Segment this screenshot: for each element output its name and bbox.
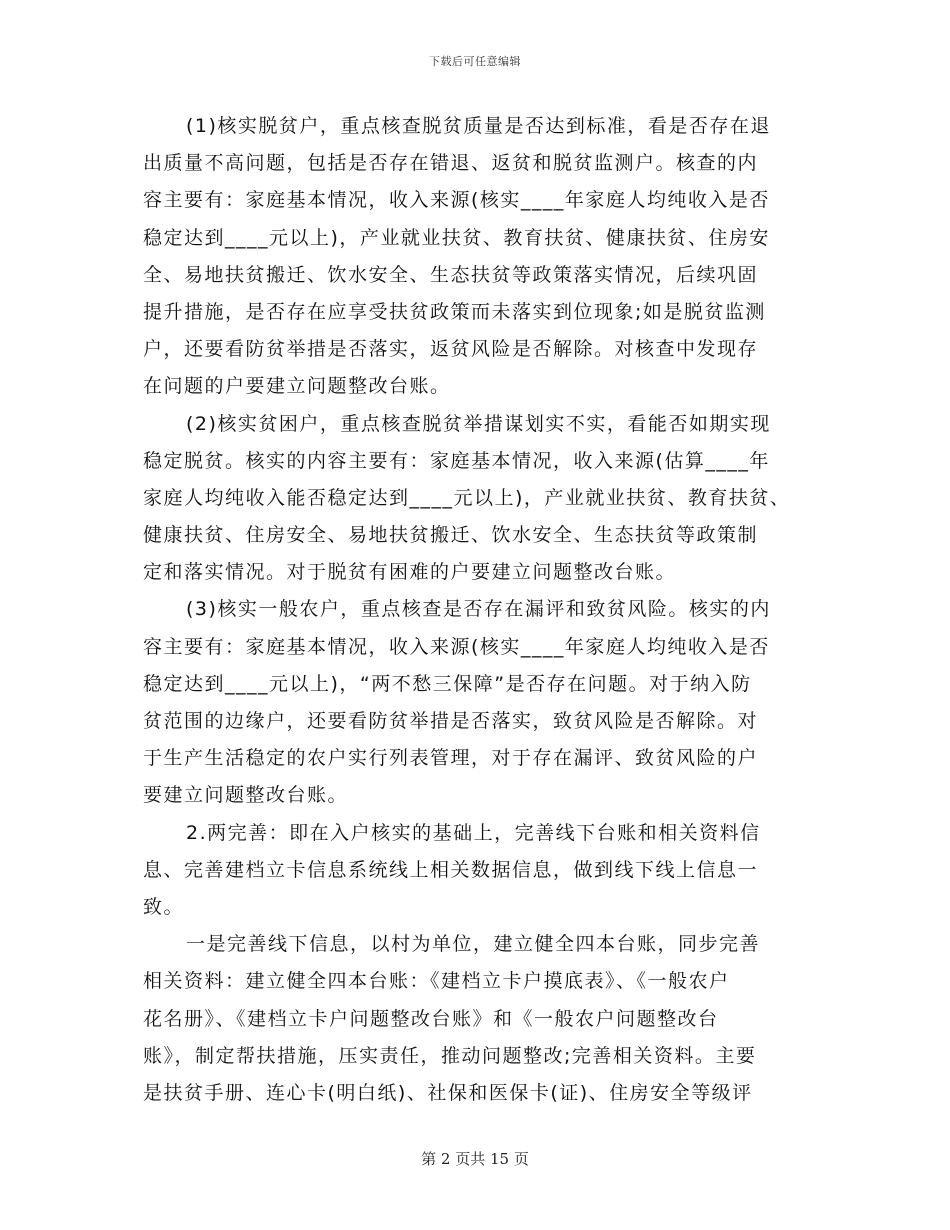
text-line: 相关资料：建立健全四本台账：《建档立卡户摸底表》、《一般农户 (143, 970, 730, 993)
document-body (143, 108, 813, 1112)
text-line: 出质量不高问题，包括是否存在错退、返贫和脱贫监测户。核查的内 (143, 152, 759, 175)
page-header: 下载后可任意编辑 (429, 55, 521, 68)
text-line: 户，还要看防贫举措是否落实，返贫风险是否解除。对核查中发现存 (143, 338, 759, 361)
text-line: 在问题的户要建立问题整改台账。 (143, 375, 451, 398)
text-line: 容主要有：家庭基本情况，收入来源(核实____年家庭人均纯收入是否 (143, 189, 770, 212)
text-line: (1)核实脱贫户，重点核查脱贫质量是否达到标准，看是否存在退 (186, 115, 771, 137)
text-line: 一是完善线下信息，以村为单位，建立健全四本台账，同步完善 (186, 933, 761, 956)
text-line: 要建立问题整改台账。 (143, 784, 349, 807)
text-line: 定和落实情况。对于脱贫有困难的户要建立问题整改台账。 (143, 561, 677, 584)
text-line: 容主要有：家庭基本情况，收入来源(核实____年家庭人均纯收入是否 (143, 635, 770, 658)
text-line: 稳定达到____元以上)，产业就业扶贫、教育扶贫、健康扶贫、住房安 (143, 226, 770, 249)
text-line: 提升措施，是否存在应享受扶贫政策而未落实到位现象;如是脱贫监测 (143, 300, 766, 323)
text-line: 稳定达到____元以上)，“两不愁三保障”是否存在问题。对于纳入防 (143, 672, 752, 695)
text-line: 息、完善建档立卡信息系统线上相关数据信息，做到线下线上信息一 (143, 858, 759, 881)
text-line: 是扶贫手册、连心卡(明白纸)、社保和医保卡(证)、住房安全等级评 (143, 1081, 753, 1104)
text-line: 2.两完善：即在入户核实的基础上，完善线下台账和相关资料信 (186, 821, 761, 844)
text-line: (2)核实贫困户，重点核查脱贫举措谋划实不实，看能否如期实现 (186, 412, 771, 435)
text-line: 致。 (143, 895, 185, 918)
text-line: 家庭人均纯收入能否稳定达到____元以上)，产业就业扶贫、教育扶贫、 (143, 486, 791, 509)
text-line: 健康扶贫、住房安全、易地扶贫搬迁、饮水安全、生态扶贫等政策制 (143, 524, 759, 547)
text-line: 贫范围的边缘户，还要看防贫举措是否落实，致贫风险是否解除。对 (143, 710, 759, 732)
text-line: 全、易地扶贫搬迁、饮水安全、生态扶贫等政策落实情况，后续巩固 (143, 263, 759, 286)
text-line: 账》，制定帮扶措施，压实责任，推动问题整改;完善相关资料。主要 (143, 1044, 757, 1067)
text-line: (3)核实一般农户，重点核查是否存在漏评和致贫风险。核实的内 (186, 598, 771, 621)
page-footer: 第 2 页共 15 页 (421, 1150, 529, 1168)
text-line: 于生产生活稳定的农户实行列表管理，对于存在漏评、致贫风险的户 (143, 747, 759, 770)
text-line: 花名册》、《建档立卡户问题整改台账》和《一般农户问题整改台 (143, 1007, 719, 1030)
text-line: 稳定脱贫。核实的内容主要有：家庭基本情况，收入来源(估算____年 (143, 449, 770, 472)
